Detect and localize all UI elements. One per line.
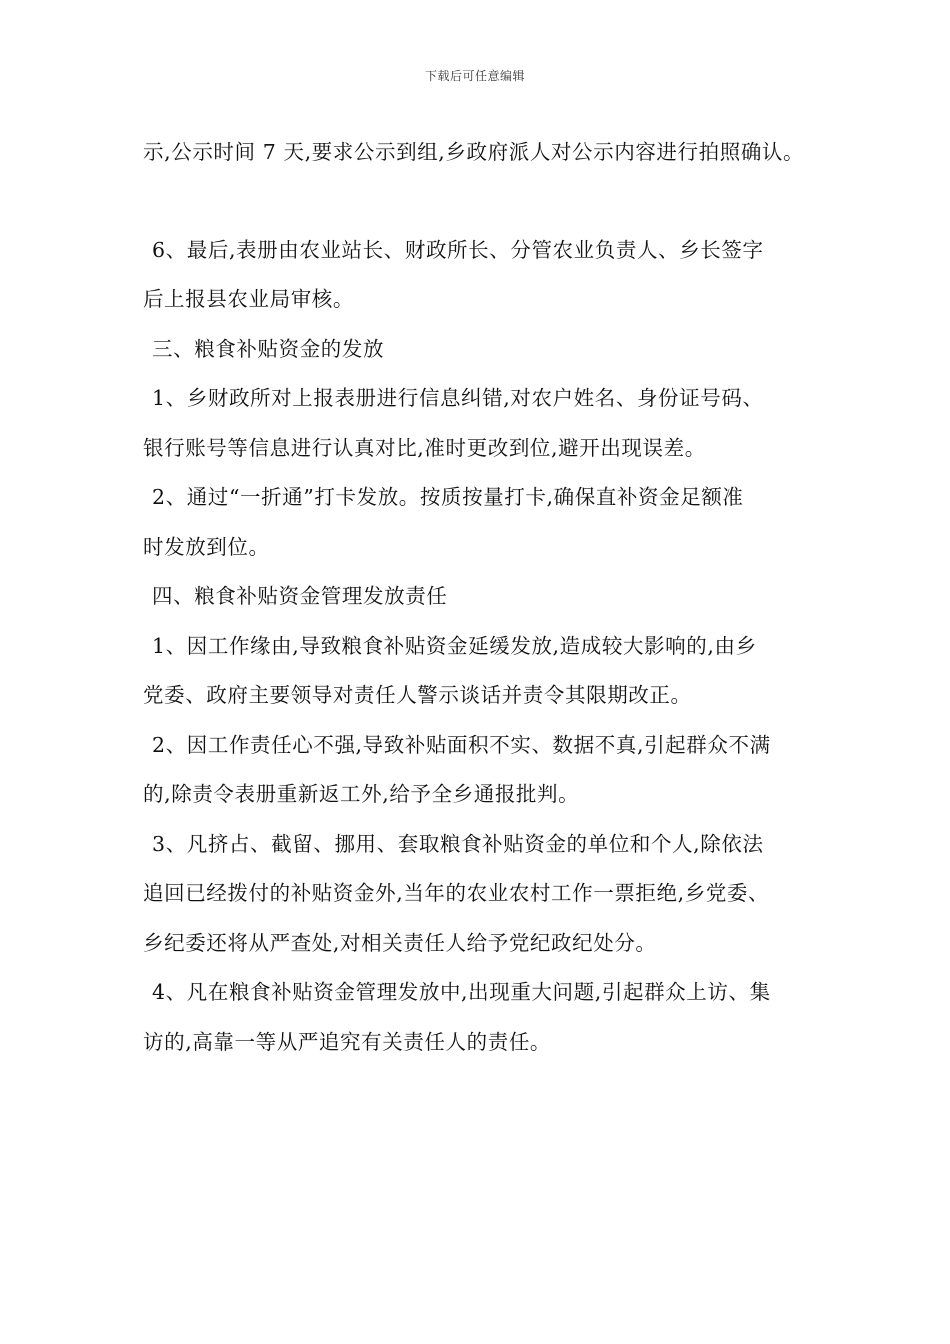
body-line: 访的,高靠一等从严追究有关责任人的责任。 xyxy=(143,1029,552,1054)
section-heading: 四、粮食补贴资金管理发放责任 xyxy=(152,584,448,608)
body-line: 时发放到位。 xyxy=(143,534,270,559)
body-line: 后上报县农业局审核。 xyxy=(143,287,354,311)
body-line: 6、最后,表册由农业站长、财政所长、分管农业负责人、乡长签字 xyxy=(152,237,764,262)
body-line: 4、凡在粮食补贴资金管理发放中,出现重大问题,引起群众上访、集 xyxy=(152,980,771,1004)
header-note: 下载后可任意编辑 xyxy=(424,69,525,83)
body-line: 1、乡财政所对上报表册进行信息纠错,对农户姓名、身份证号码、 xyxy=(152,386,764,410)
body-line: 示,公示时间 7 天,要求公示到组,乡政府派人对公示内容进行拍照确认。 xyxy=(143,140,805,164)
body-line: 2、因工作责任心不强,导致补贴面积不实、数据不真,引起群众不满 xyxy=(152,732,771,757)
paragraph-gap xyxy=(143,178,823,226)
body-line: 追回已经拨付的补贴资金外,当年的农业农村工作一票拒绝,乡党委、 xyxy=(143,881,770,905)
section-heading: 三、粮食补贴资金的发放 xyxy=(152,336,385,361)
body-line: 3、凡挤占、截留、挪用、套取粮食补贴资金的单位和个人,除依法 xyxy=(152,831,764,856)
body-line: 2、通过“一折通”打卡发放。按质按量打卡,确保直补资金足额准 xyxy=(152,485,744,509)
body-line: 1、因工作缘由,导致粮食补贴资金延缓发放,造成较大影响的,由乡 xyxy=(152,633,757,658)
document-body xyxy=(143,128,823,1067)
body-line: 乡纪委还将从严查处,对相关责任人给予党纪政纪处分。 xyxy=(143,930,657,955)
body-line: 银行账号等信息进行认真对比,准时更改到位,避开出现误差。 xyxy=(143,435,706,460)
body-line: 党委、政府主要领导对责任人警示谈话并责令其限期改正。 xyxy=(143,683,692,707)
body-line: 的,除责令表册重新返工外,给予全乡通报批判。 xyxy=(143,782,580,806)
